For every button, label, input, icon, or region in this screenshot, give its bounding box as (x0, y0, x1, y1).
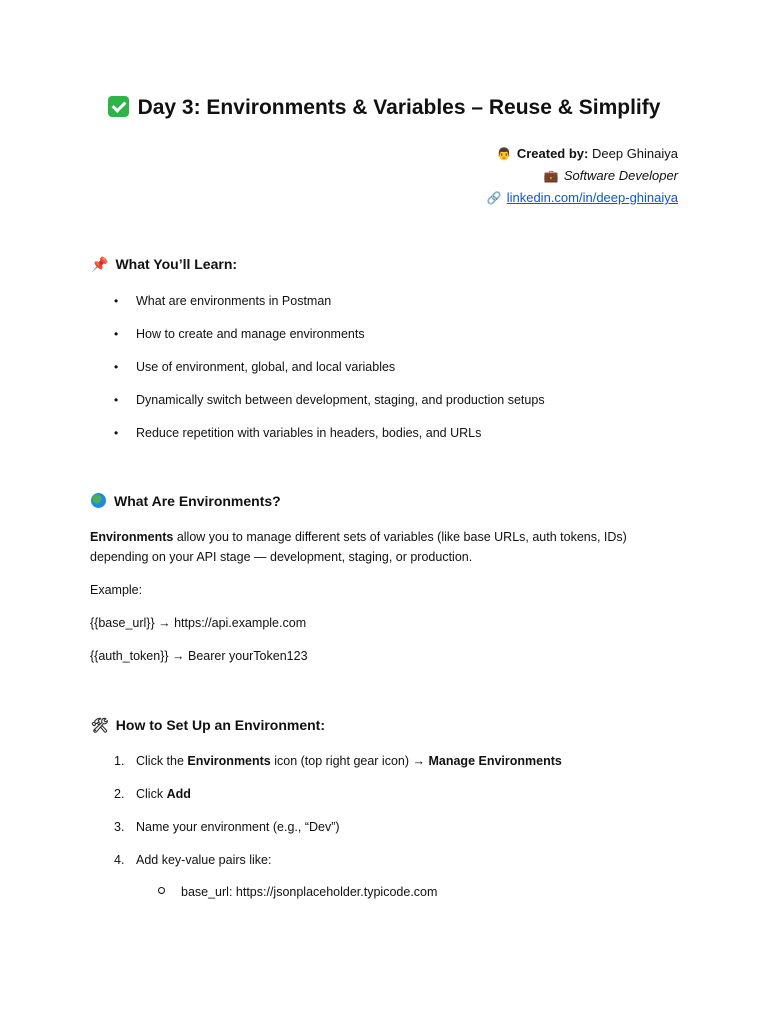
step-text: Click the (136, 754, 188, 768)
section-heading-setup (91, 717, 325, 734)
globe-icon (91, 493, 106, 508)
step-number: 1. (114, 754, 125, 768)
created-by-label: Created by: (516, 146, 589, 161)
link-icon: 🔗 (486, 191, 502, 205)
author-role-line (487, 165, 678, 187)
step-bold: Manage Environments (428, 754, 562, 768)
environments-desc-line1: allow you to manage different sets of variables (like base URLs, auth tokens, IDs) (173, 530, 627, 544)
list-item: • Dynamically switch between development, staging, and production setups (114, 389, 545, 422)
page-title (0, 96, 768, 120)
step-number: 4. (114, 853, 125, 867)
step-text: Add key-value pairs like: (136, 853, 272, 867)
author-link-line (487, 187, 678, 209)
environments-heading-text: What Are Environments? (114, 493, 281, 509)
hammer-wrench-icon: 🛠 (91, 718, 109, 734)
author-created-by (487, 143, 678, 165)
technologist-icon: 👨 (496, 147, 512, 161)
check-mark-icon (108, 96, 129, 117)
environments-bold-term: Environments (90, 530, 174, 544)
example-label: Example: (90, 583, 143, 597)
section-heading-learn (91, 256, 237, 273)
pushpin-icon: 📌 (91, 257, 109, 273)
environments-desc-line2: depending on your API stage — development, staging, or production. (90, 550, 473, 564)
step-text: Click (136, 787, 167, 801)
list-item: • Use of environment, global, and local variables (114, 356, 545, 389)
circle-bullet-icon (158, 887, 165, 894)
list-item: • Reduce repetition with variables in headers, bodies, and URLs (114, 422, 545, 455)
list-item (114, 849, 562, 882)
setup-steps (114, 750, 562, 882)
example-line-2: {{auth_token}} → Bearer yourToken123 (90, 649, 308, 663)
step-text: Name your environment (e.g., “Dev”) (136, 820, 340, 834)
page-title-text: Day 3: Environments & Variables – Reuse & Simplify (137, 96, 661, 119)
author-block (487, 143, 678, 209)
example-line-1: {{base_url}} → https://api.example.com (90, 616, 307, 630)
step-bold: Environments (187, 754, 271, 768)
environments-description (90, 527, 627, 567)
list-item: • What are environments in Postman (114, 290, 545, 323)
step-bold: Add (166, 787, 191, 801)
list-item (114, 783, 562, 816)
author-name: Deep Ghinaiya (592, 146, 678, 161)
learn-list (114, 290, 545, 455)
list-item (114, 816, 562, 849)
setup-heading-text: How to Set Up an Environment: (115, 717, 326, 733)
list-item: • How to create and manage environments (114, 323, 545, 356)
list-item (114, 750, 562, 783)
learn-heading-text: What You’ll Learn: (115, 256, 238, 272)
sub-list-item (158, 881, 437, 903)
step-number: 2. (114, 787, 125, 801)
author-role: Software Developer (563, 168, 678, 183)
sub-item-text: base_url: https://jsonplaceholder.typicode.com (181, 885, 438, 899)
linkedin-link[interactable]: linkedin.com/in/deep-ghinaiya (506, 190, 678, 205)
briefcase-icon: 💼 (543, 169, 559, 183)
step-text: icon (top right gear icon) → (270, 754, 429, 768)
section-heading-environments (91, 493, 281, 509)
step-number: 3. (114, 820, 125, 834)
